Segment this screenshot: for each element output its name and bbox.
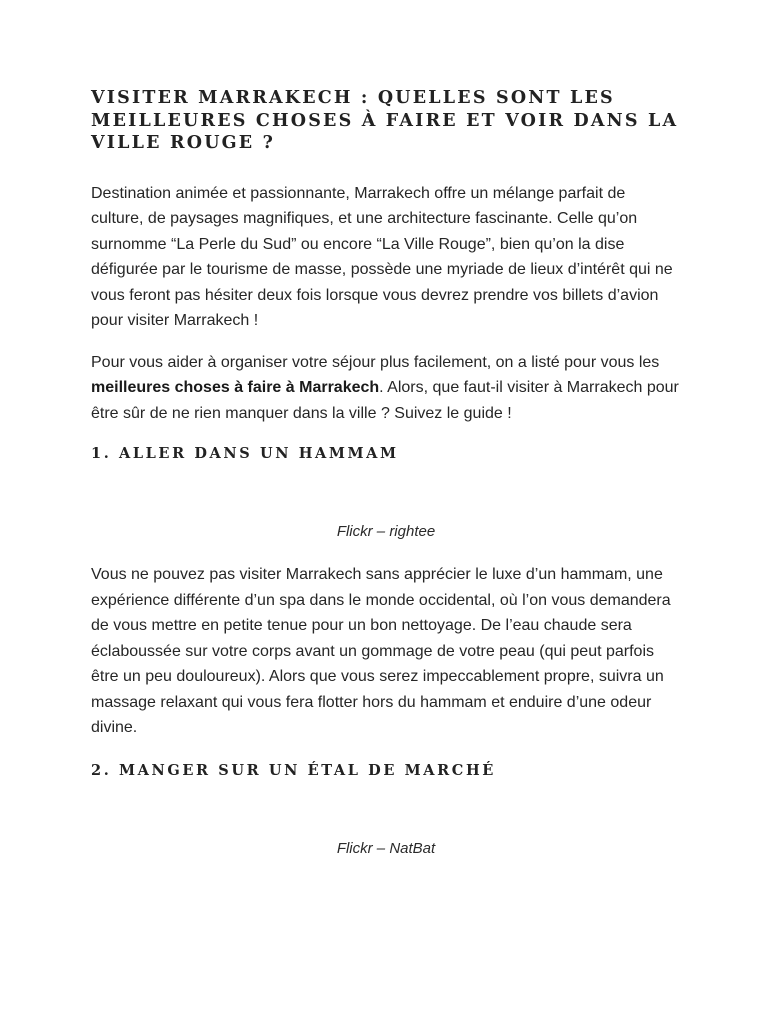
guide-text-after: . Alors, que faut-il visiter à Marrakech pour être sûr de ne rien manquer dans la ville ? Suivez le guide ! xyxy=(91,379,679,422)
image-caption-marche: Flickr – NatBat xyxy=(336,839,436,857)
section-heading-marche: 2. MANGER SUR UN ÉTAL DE MARCHÉ xyxy=(91,761,496,779)
guide-paragraph xyxy=(91,350,681,427)
guide-text-bold: meilleures choses à faire à Marrakech xyxy=(91,379,380,396)
section-heading-hammam: 1. ALLER DANS UN HAMMAM xyxy=(91,445,399,462)
guide-text-before: Pour vous aider à organiser votre séjour plus facilement, on a listé pour vous les xyxy=(91,353,660,371)
image-placeholder-hammam xyxy=(91,464,681,522)
intro-paragraph: Destination animée et passionnante, Marrakech offre un mélange parfait de culture, de paysages magnifiques, et une architecture fascinante. Celle qu’on surnomme “La Perle du Sud” ou encore “La Ville Rouge”, bien qu’on la dise défigurée par le tourisme de masse, possède une myriade de lieux d’intérêt qui ne vous feront pas hésiter deux fois lorsque vous devrez prendre vos billets d’avion pour visiter Marrakech ! xyxy=(91,184,673,329)
image-caption-hammam: Flickr – rightee xyxy=(336,523,436,540)
section-paragraph-hammam: Vous ne pouvez pas visiter Marrakech sans apprécier le luxe d’un hammam, une expérience différente d’un spa dans le monde occidental, où l’on vous demandera de vous mettre en petite tenue pour un bon nettoyage. De l’eau chaude sera éclaboussée sur votre corps avant un gommage de votre peau (qui peut parfois être un peu douloureux). Alors que vous serez impeccablement propre, suivra un massage relaxant qui vous fera flotter hors du hammam et enduire d’une odeur divine. xyxy=(91,566,671,736)
article xyxy=(91,87,681,859)
article-title: VISITER MARRAKECH : QUELLES SONT LES MEILLEURES CHOSES À FAIRE ET VOIR DANS LA VILLE ROUGE ? xyxy=(91,88,679,153)
image-placeholder-marche xyxy=(91,781,681,839)
